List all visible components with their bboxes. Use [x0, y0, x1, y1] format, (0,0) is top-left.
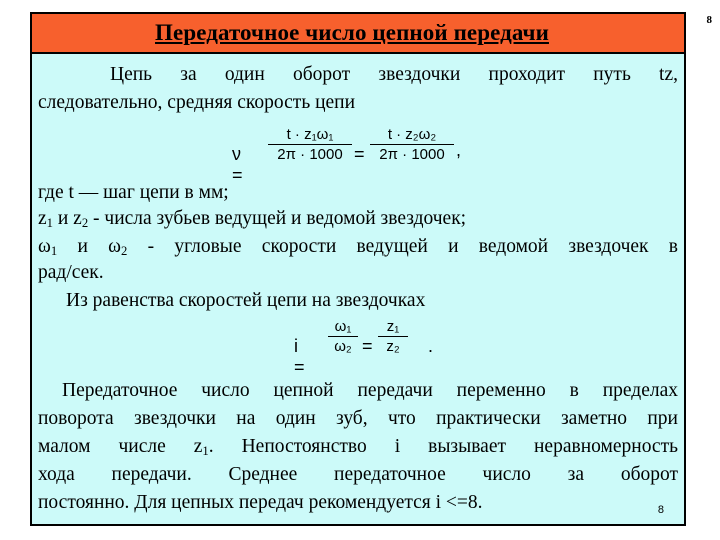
def-w-line-1: $\omega_1$ и $\omega_2$ - угловые скорости ведущей и ведомой звездочек в [38, 236, 678, 258]
fraction-bar [328, 336, 358, 337]
conclusion-line-4: хода передачи. Среднее передаточное число за оборот [38, 464, 678, 485]
fraction-bar [370, 144, 454, 145]
speed-frac1-numerator: t · z₁ω₁ [286, 126, 334, 143]
def-z: $z_1$ и $z_2$ - числа зубьев ведущей и ведомой звездочек; [38, 208, 467, 230]
equality-intro: Из равенства скоростей цепи на звездочках [66, 290, 426, 311]
ratio-frac1-denominator: ω₂ [334, 338, 352, 355]
ratio-frac2-numerator: z₁ [386, 318, 400, 335]
speed-frac2-numerator: t · z₂ω₂ [387, 126, 437, 143]
speed-fraction-1 [268, 126, 352, 163]
speed-frac1-denominator: 2π · 1000 [277, 146, 343, 163]
ratio-eq: = [362, 336, 373, 356]
conclusion-line-2: поворота звездочки на один зуб, что практически заметно при [38, 408, 678, 429]
ratio-frac1-numerator: ω₁ [334, 318, 352, 335]
conclusion-line-3: малом числе $z_1$. Непостоянство i вызывает неравномерность [38, 436, 678, 458]
corner-page-number: 8 [706, 14, 712, 26]
speed-comma: , [456, 140, 462, 160]
def-t: где t — шаг цепи в мм; [38, 182, 229, 203]
intro-line-1: Цепь за один оборот звездочки проходит путь tz, [110, 64, 678, 85]
speed-frac2-denominator: 2π · 1000 [379, 146, 445, 163]
ratio-lhs: i = [294, 336, 305, 377]
conclusion-line-5: постоянно. Для цепных передач рекомендуется i <=8. [38, 492, 483, 513]
ratio-period: . [428, 336, 434, 356]
speed-eq: = [354, 144, 365, 164]
fraction-bar [378, 336, 408, 337]
fraction-bar [268, 144, 352, 145]
intro-line-2: следовательно, средняя скорость цепи [38, 92, 356, 113]
slide [30, 12, 686, 526]
slide-number: 8 [657, 504, 664, 516]
ratio-fraction-1 [328, 318, 358, 355]
ratio-fraction-2 [378, 318, 408, 355]
title-bar [32, 14, 684, 54]
def-w-line-2: рад/сек. [38, 262, 104, 283]
ratio-frac2-denominator: z₂ [386, 338, 400, 355]
conclusion-line-1: Передаточное число цепной передачи переменно в пределах [62, 380, 678, 401]
speed-lhs: ν = [232, 144, 243, 185]
slide-title: Передаточное число цепной передачи [155, 20, 549, 45]
speed-fraction-2 [370, 126, 454, 163]
